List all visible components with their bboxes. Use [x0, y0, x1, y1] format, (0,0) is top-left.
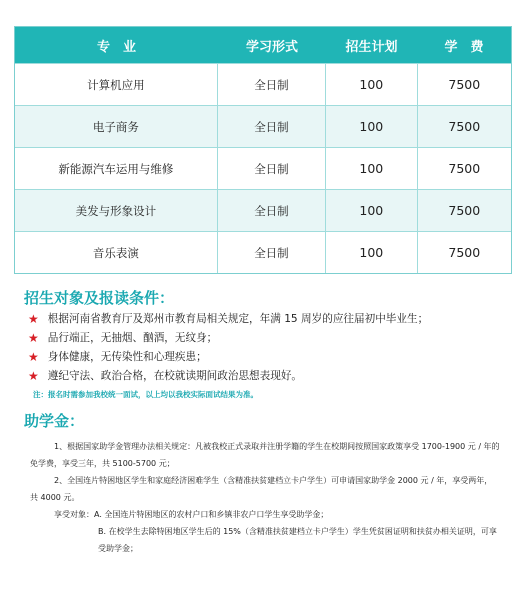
cell-fee: 7500	[417, 190, 511, 231]
cell-fee: 7500	[417, 148, 511, 189]
star-icon: ★	[28, 312, 39, 326]
cell-major: 计算机应用	[87, 77, 145, 92]
cell-major: 新能源汽车运用与维修	[58, 161, 174, 176]
star-icon: ★	[28, 369, 39, 383]
aid-paragraph-3b	[98, 523, 498, 557]
aid-text-1: 1、根据国家助学金管理办法相关规定：凡被我校正式录取并注册学籍的学生在校期间按照国家政策享受 1700-1900 元 / 年的免学费，享受三年，共 5100-5700 元；	[30, 442, 500, 468]
star-icon: ★	[28, 331, 39, 345]
list-item	[28, 367, 508, 386]
cell-fee: 7500	[417, 232, 511, 273]
table-row	[15, 231, 511, 273]
table-header	[15, 27, 511, 63]
header-fee: 学 费	[444, 39, 484, 55]
cell-fee: 7500	[417, 64, 511, 105]
cell-plan: 100	[325, 106, 416, 147]
cell-plan: 100	[325, 148, 416, 189]
condition-text: 根据河南省教育厅及郑州市教育局相关规定，年满 15 周岁的应往届初中毕业生；	[47, 313, 429, 325]
table-row	[15, 147, 511, 189]
aid-text-2: 2、全国连片特困地区学生和家庭经济困难学生（含精准扶贫建档立卡户学生）可申请国家助学金 2000 元 / 年，享受两年，共 4000 元。	[30, 476, 493, 502]
condition-text: 身体健康，无传染性和心理疾患；	[47, 351, 207, 363]
cell-major: 音乐表演	[92, 245, 139, 260]
aid-text-3b: B. 在校学生去除特困地区学生后的 15%（含精准扶贫建档立卡户学生）学生凭贫困证明和扶贫办相关证明，可享受助学金；	[98, 527, 497, 553]
aid-text-3a: 享受对象：A. 全国连片特困地区的农村户口和乡镇非农户口学生享受助学金；	[54, 510, 329, 519]
cell-major: 美发与形象设计	[75, 203, 157, 218]
conditions-list	[28, 310, 508, 386]
condition-text: 品行端正，无抽烟、酗酒，无纹身；	[47, 332, 218, 344]
conditions-title: 招生对象及报读条件：	[24, 289, 175, 307]
header-major: 专 业	[96, 39, 136, 55]
condition-text: 遵纪守法、政治合格，在校就读期间政治思想表现好。	[47, 370, 303, 382]
aid-paragraph-1	[30, 438, 500, 472]
cell-major: 电子商务	[92, 119, 139, 134]
cell-plan: 100	[325, 232, 416, 273]
aid-paragraph-2	[30, 472, 500, 506]
cell-mode: 全日制	[217, 106, 325, 147]
cell-mode: 全日制	[217, 64, 325, 105]
majors-table	[14, 26, 512, 274]
cell-mode: 全日制	[217, 148, 325, 189]
list-item	[28, 310, 508, 329]
header-mode: 学习形式	[245, 39, 298, 55]
cell-fee: 7500	[417, 106, 511, 147]
aid-paragraph-3a	[30, 506, 500, 523]
interview-note: 注：报名时需参加我校统一面试，以上均以我校实际面试结果为准。	[33, 390, 258, 399]
cell-plan: 100	[325, 190, 416, 231]
table-row	[15, 63, 511, 105]
list-item	[28, 348, 508, 367]
star-icon: ★	[28, 350, 39, 364]
cell-plan: 100	[325, 64, 416, 105]
table-row	[15, 189, 511, 231]
aid-title: 助学金：	[24, 412, 85, 430]
header-plan: 招生计划	[345, 39, 398, 55]
cell-mode: 全日制	[217, 232, 325, 273]
cell-mode: 全日制	[217, 190, 325, 231]
list-item	[28, 329, 508, 348]
table-row	[15, 105, 511, 147]
